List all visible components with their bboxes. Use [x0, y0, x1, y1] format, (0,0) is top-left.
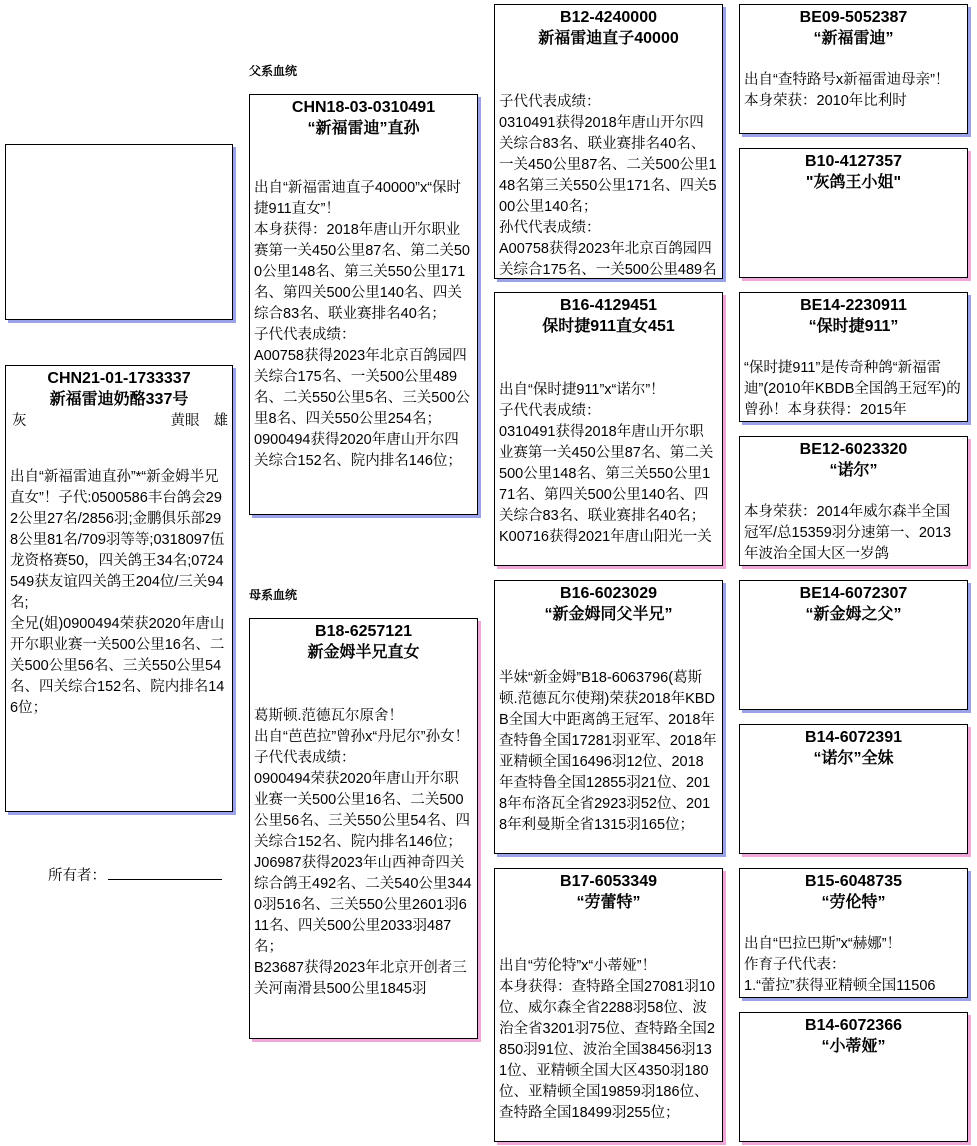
gg-dss-card — [739, 580, 968, 710]
sire-sire-line: 0310491获得2018年唐山开尔四关综合83名、联业赛排名40名、一关450公里87名、二关500公里148名第三关550公里171名、四关500公里140名； — [499, 115, 717, 215]
gg-ssd-ring-number: B10-4127357 — [805, 153, 902, 170]
sire-line: 本身获得：2018年唐山开尔职业赛第一关450公里87名、第二关500公里148名、第三关550公里171名、第四关500公里140名、四关综合83名、联业赛排名40名； — [254, 222, 470, 322]
sire-dam-line: 出自“保时捷911”x“诺尔”！ — [499, 382, 665, 398]
dam-dam-name: “劳蕾特” — [576, 894, 641, 911]
sire-sire-card — [494, 4, 723, 279]
subject-details — [10, 467, 228, 719]
sire-card — [249, 94, 478, 515]
dam-line: B23687获得2023年北京开创者三关河南滑县500公里1845羽 — [254, 960, 467, 997]
gg-dds-ring-number: B15-6048735 — [805, 873, 902, 890]
sire-line: 子代代表成绩： — [254, 327, 356, 343]
dam-line: 0900494荣获2020年唐山开尔职业赛一关500公里16名、二关500公里56名、三关550公里54名、四关综合152名、院内排名146位； — [254, 771, 470, 850]
sire-dam-name: 保时捷911直女451 — [542, 318, 675, 335]
gg-ddd-ring-number: B14-6072366 — [805, 1017, 902, 1034]
gg-sds-name: “保时捷911” — [808, 318, 899, 335]
gg-sdd-card — [739, 436, 968, 566]
gg-sdd-ring-number: BE12-6023320 — [799, 441, 908, 458]
dam-card — [249, 618, 478, 1039]
sire-sire-name: 新福雷迪直子40000 — [538, 30, 679, 47]
owner-label: 所有者： — [48, 868, 106, 884]
pigeon-photo-frame — [5, 144, 233, 320]
gg-ddd-card — [739, 1012, 968, 1142]
dam-sire-details — [499, 668, 718, 836]
dam-dam-card — [494, 868, 723, 1142]
gg-ssd-card — [739, 148, 968, 278]
gg-dds-line: 出自“巴拉巴斯”x“赫娜”！ — [744, 936, 902, 952]
subject-card — [5, 365, 233, 812]
sire-dam-line: 0310491获得2018年唐山开尔职业赛第一关450公里87名、第二关500公里148名、第三关550公里171名、第四关500公里140名、四关综合83名、联业赛排名40名； — [499, 424, 714, 524]
gg-sdd-name: “诺尔” — [829, 462, 878, 479]
sire-sire-line: 子代代表成绩： — [499, 94, 601, 110]
dam-dam-line: 本身获得：查特路全国27081羽10位、威尔森全省2288羽58位、波治全省3201羽75位、查特路全国2850羽91位、波治全国38456羽131位、亚精顿全国大区4350羽180位、亚精顿全国19859羽186位、查特路全国18499羽255位； — [499, 979, 715, 1121]
gg-dds-card — [739, 868, 968, 998]
sire-dam-card — [494, 292, 723, 566]
gg-dsd-name: “诺尔”全妹 — [813, 750, 894, 767]
dam-ring-number: B18-6257121 — [315, 623, 412, 640]
dam-sire-ring-number: B16-6023029 — [560, 585, 657, 602]
gg-dsd-ring-number: B14-6072391 — [805, 729, 902, 746]
gg-ssd-name: "灰鸽王小姐" — [805, 174, 902, 191]
subject-ring-number: CHN21-01-1733337 — [47, 370, 191, 387]
dam-name: 新金姆半兄直女 — [307, 644, 420, 661]
dam-line-label: 母系血统 — [249, 588, 298, 602]
sire-line: A00758获得2023年北京百鸽园四关综合175名、一关500公里489名、二关550公里5名、三关500公里8名、四关550公里254名； — [254, 348, 470, 427]
sire-line: 0900494获得2020年唐山开尔四关综合152名、院内排名146位； — [254, 432, 462, 469]
dam-line: 子代代表成绩： — [254, 750, 356, 766]
dam-dam-line: 出自“劳伦特”x“小蒂娅”！ — [499, 958, 657, 974]
gg-dsd-card — [739, 724, 968, 854]
dam-line: J06987获得2023年山西神奇四关综合鸽王492名、二关540公里3440羽516名、三关550公里2601羽611名、四关500公里2033羽487名； — [254, 855, 472, 955]
subject-line: 全兄(姐)0900494荣获2020年唐山开尔职业赛一关500公里16名、二关500公里56名、三关550公里54名、四关综合152名、院内排名146位； — [10, 616, 225, 716]
sire-dam-ring-number: B16-4129451 — [560, 297, 657, 314]
sire-name: “新福雷迪”直孙 — [307, 120, 420, 137]
subject-attributes — [10, 411, 228, 431]
dam-dam-details — [499, 956, 718, 1124]
dam-line: 出自“芭芭拉”曾孙x“丹尼尔”孙女！ — [254, 729, 470, 745]
gg-sds-card — [739, 292, 968, 422]
subject-eye: 黄眼 — [170, 413, 200, 429]
subject-line: 出自“新福雷迪直孙”*“新金姆半兄直女”！子代:0500586丰台鸽会292公里27名/2856羽;金鹏俱乐部298公里81名/709羽等等;0318097伍龙资格赛50，四关鸽王34名;0724549获友谊四关鸽王204位/三关94名; — [10, 469, 225, 611]
sire-sire-ring-number: B12-4240000 — [560, 9, 657, 26]
gg-dds-line: 1.“蕾拉”获得亚精顿全国11506 — [744, 978, 936, 994]
gg-sdd-line: 本身荣获：2014年威尔森半全国冠军/总15359羽分速第一、2013年波治全国大区一岁鸽 — [744, 504, 952, 562]
owner-row — [48, 864, 222, 885]
gg-sds-ring-number: BE14-2230911 — [800, 297, 907, 314]
dam-sire-card — [494, 580, 723, 854]
gg-sss-line: 出自“查特路号x新福雷迪母亲”！ — [744, 72, 950, 88]
gg-dds-details — [744, 934, 963, 997]
gg-sds-line: “保时捷911”是传奇种鸽“新福雷迪”(2010年KBDB全国鸽王冠军)的曾孙！本身获得：2015年 — [744, 360, 961, 418]
gg-sds-details — [744, 358, 963, 421]
gg-dss-name: “新金姆之父” — [805, 606, 902, 623]
gg-ddd-name: “小蒂娅” — [821, 1038, 886, 1055]
gg-sss-name: “新福雷迪” — [813, 30, 894, 47]
gg-sss-line: 本身荣获：2010年比利时 — [744, 93, 907, 109]
gg-sss-card — [739, 4, 968, 134]
sire-dam-line: K00716获得2021年唐山阳光一关 — [499, 529, 712, 545]
gg-dss-ring-number: BE14-6072307 — [799, 585, 908, 602]
sire-ring-number: CHN18-03-0310491 — [291, 99, 436, 116]
subject-name: 新福雷迪奶酪337号 — [49, 391, 189, 408]
sire-sire-line: 孙代代表成绩： — [499, 220, 601, 236]
sire-line: 出自“新福雷迪直子40000”x“保时捷911直女”！ — [254, 180, 462, 217]
subject-sex: 雄 — [213, 413, 228, 429]
dam-details — [254, 706, 473, 1000]
sire-sire-line: A00758获得2023年北京百鸽园四关综合175名、一关500公里489名 — [499, 241, 717, 278]
gg-dds-line: 作育子代代表： — [744, 957, 846, 973]
dam-sire-name: “新金姆同父半兄” — [544, 606, 673, 623]
gg-dds-name: “劳伦特” — [821, 894, 886, 911]
gg-sdd-details — [744, 502, 963, 565]
sire-dam-details — [499, 380, 718, 548]
sire-sire-details — [499, 92, 718, 279]
owner-line — [108, 869, 222, 880]
gg-sss-ring-number: BE09-5052387 — [799, 9, 908, 26]
sire-details — [254, 178, 473, 472]
sire-dam-line: 子代代表成绩： — [499, 403, 601, 419]
dam-sire-line: 半妹“新金姆”B18-6063796(葛斯顿.范德瓦尔使翔)荣获2018年KBDB全国大中距离鸽王冠军、2018年查特鲁全国17281羽亚军、2018年亚精顿全国16496羽12位、2018年查特鲁全国12855羽21位、2018年布洛瓦全省2923羽52位、2018年利曼斯全省1315羽165位； — [499, 670, 717, 833]
dam-dam-ring-number: B17-6053349 — [560, 873, 657, 890]
sire-line-label: 父系血统 — [249, 64, 298, 78]
dam-line: 葛斯顿.范德瓦尔原舍！ — [254, 708, 404, 724]
gg-sss-details — [744, 70, 963, 112]
subject-color: 灰 — [12, 413, 27, 429]
